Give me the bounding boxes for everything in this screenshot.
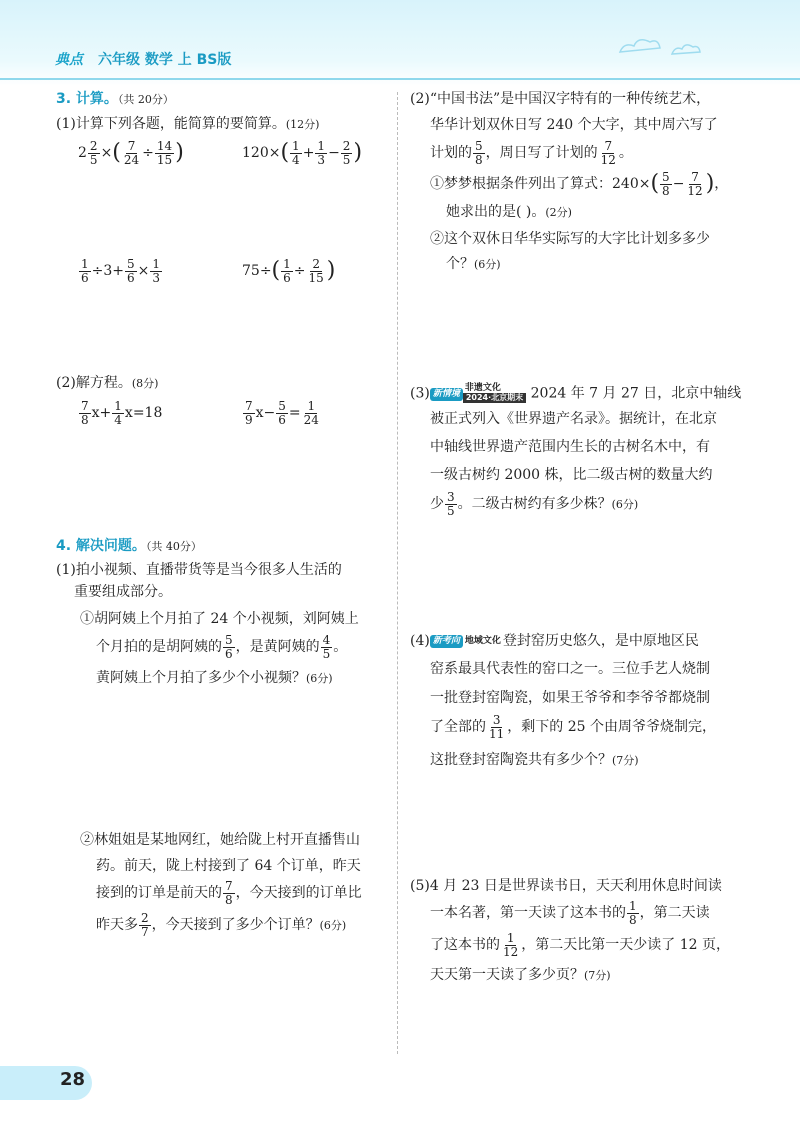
p2b-line2: 个？(6分) bbox=[446, 256, 501, 272]
cloud-icon bbox=[610, 28, 710, 58]
section-3-heading: 3. 计算。（共 20分） bbox=[56, 91, 174, 107]
expression-4: 75÷( $\frac{1}{6}$ ÷ $\frac{2}{15}$ ) bbox=[242, 257, 336, 285]
section-4-heading: 4. 解决问题。（共 40分） bbox=[56, 538, 202, 554]
new-direction-badge: 新考向 地域文化 bbox=[430, 635, 503, 648]
brand-logo: 典点 bbox=[55, 52, 83, 68]
p1b-line3: 接到的订单是前天的 $\frac{7}{8}$ ，今天接到的订单比 bbox=[96, 879, 362, 907]
p1-intro-line2: 重要组成部分。 bbox=[74, 584, 172, 600]
p1a-line3: 黄阿姨上个月拍了多少个小视频？(6分) bbox=[96, 670, 333, 686]
expression-1: 2 $\frac{2}{5}$ ×( $\frac{7}{24}$ ÷ $\frac{14}{15}$ ) bbox=[78, 139, 184, 167]
p1b-line1: ②林姐姐是某地网红，她给陇上村开直播售山 bbox=[80, 832, 360, 848]
p4-line4: 了全部的 $\frac{3}{11}$ ，剩下的 25 个由周爷爷烧制完， bbox=[430, 713, 716, 741]
p2-line2: 华华计划双休日写 240 个大字，其中周六写了 bbox=[430, 117, 718, 133]
p4-line5: 这批登封窑陶瓷共有多少个？(7分) bbox=[430, 752, 639, 768]
p1-intro-line1: (1)拍小视频、直播带货等是当今很多人生活的 bbox=[56, 562, 342, 578]
p4-line3: 一批登封窑陶瓷，如果王爷爷和李爷爷都烧制 bbox=[430, 690, 710, 706]
book-title: 六年级 数学 上 BS版 bbox=[98, 52, 232, 68]
page-number: 28 bbox=[60, 1069, 86, 1090]
p3-line3: 中轴线世界遗产范围内生长的古树名木中，有 bbox=[430, 439, 710, 455]
p3-line1: (3) 新情境 非遗文化 2024·北京期末 2024 年 7 月 27 日，北京中轴线 bbox=[410, 383, 742, 402]
equation-1: $\frac{7}{8}$ x+ $\frac{1}{4}$ x=18 bbox=[81, 399, 163, 427]
p5-line1: (5)4 月 23 日是世界读书日，天天利用休息时间读 bbox=[410, 878, 722, 894]
p4-line1: (4) 新考向 地域文化 登封窑历史悠久，是中原地区民 bbox=[410, 633, 699, 649]
p5-line2: 一本名著，第一天读了这本书的 $\frac{1}{8}$ ，第二天读 bbox=[430, 899, 710, 927]
equation-2: $\frac{7}{9}$ x− $\frac{5}{6}$ = $\frac{1}{24}$ bbox=[245, 399, 319, 427]
expression-3: $\frac{1}{6}$ ÷3+ $\frac{5}{6}$ × $\frac{1}{3}$ bbox=[81, 257, 161, 285]
q2-instruction: (2)解方程。(8分) bbox=[56, 375, 159, 391]
p2-line3: 计划的 $\frac{5}{8}$ ，周日写了计划的 $\frac{7}{12}$ 。 bbox=[430, 139, 633, 167]
p1a-line1: ①胡阿姨上个月拍了 24 个小视频，刘阿姨上 bbox=[80, 611, 359, 627]
q1-instruction: (1)计算下列各题，能简算的要简算。(12分) bbox=[56, 116, 320, 132]
header-rule bbox=[0, 78, 800, 80]
p3-line4: 一级古树约 2000 株，比二级古树的数量大约 bbox=[430, 467, 713, 483]
p1b-line4: 昨天多 $\frac{2}{7}$ ，今天接到了多少个订单？(6分) bbox=[96, 911, 347, 939]
p2-line1: (2)“中国书法”是中国汉字特有的一种传统艺术， bbox=[410, 91, 711, 107]
new-context-badge: 新情境 非遗文化 2024·北京期末 bbox=[430, 384, 526, 403]
p1a-line2: 个月拍的是胡阿姨的 $\frac{5}{6}$ ，是黄阿姨的 $\frac{4}{5}$ 。 bbox=[96, 633, 348, 661]
column-divider bbox=[397, 92, 398, 1054]
p2a-line1: ①梦梦根据条件列出了算式：240×( $\frac{5}{8}$ − $\frac{7}{12}$ )， bbox=[430, 170, 729, 198]
expression-2: 120×( $\frac{1}{4}$ + $\frac{1}{3}$ − $\frac{2}{5}$ ) bbox=[242, 139, 363, 167]
p2a-line2: 她求出的是( )。(2分) bbox=[446, 204, 572, 220]
p1b-line2: 药。前天，陇上村接到了 64 个订单，昨天 bbox=[96, 858, 361, 874]
p4-line2: 窑系最具代表性的窑口之一。三位手艺人烧制 bbox=[430, 661, 710, 677]
p2b-line1: ②这个双休日华华实际写的大字比计划多多少 bbox=[430, 231, 710, 247]
p3-line2: 被正式列入《世界遗产名录》。据统计，在北京 bbox=[430, 411, 717, 427]
p5-line3: 了这本书的 $\frac{1}{12}$ ，第二天比第一天少读了 12 页， bbox=[430, 931, 730, 959]
p5-line4: 天天第一天读了多少页？(7分) bbox=[430, 967, 611, 983]
p3-line5: 少 $\frac{3}{5}$ 。二级古树约有多少株？(6分) bbox=[430, 490, 639, 518]
